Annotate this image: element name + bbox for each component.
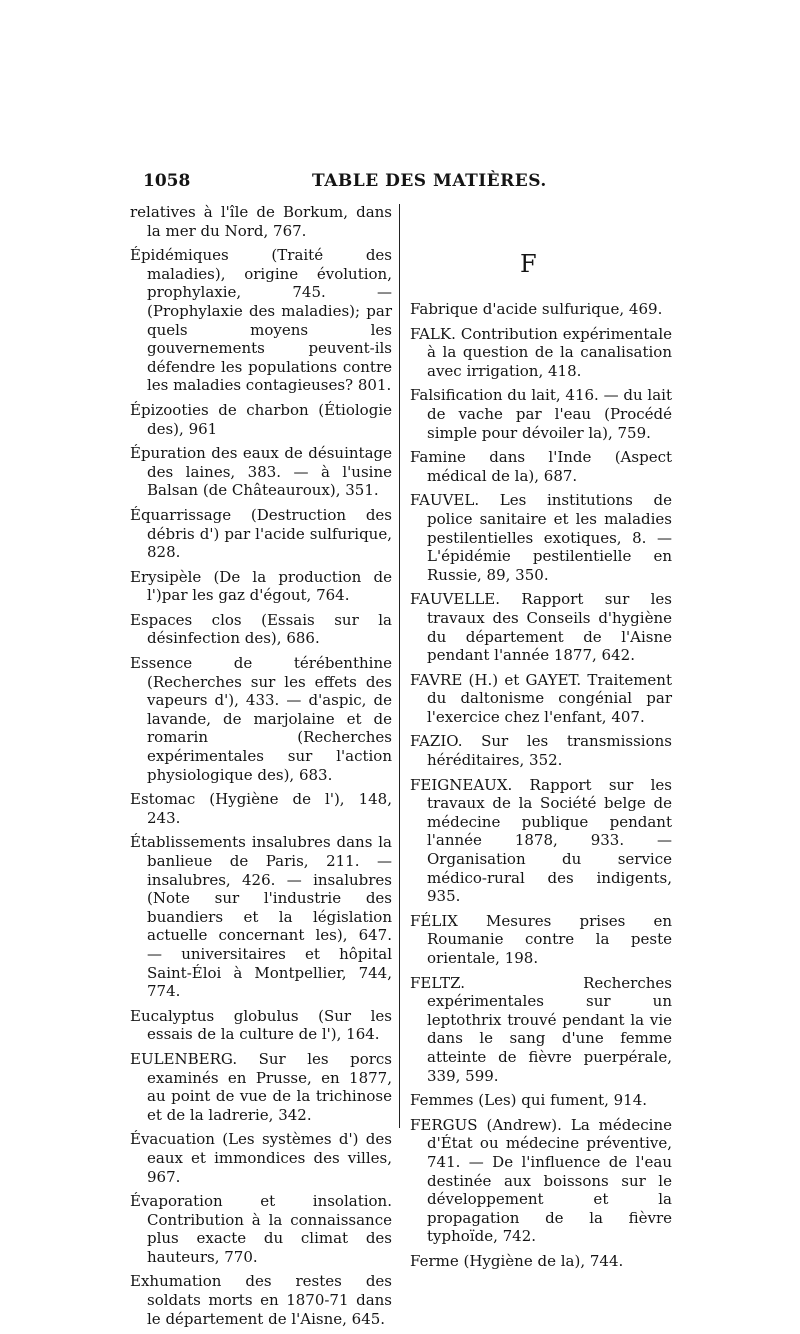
index-entry: FERGUS (Andrew). La médecine d'État ou médecine préventive, 741. — De l'influence de l'eau destinée aux boissons sur le développement et la propagation de la fièvre typhoïde, 742. bbox=[410, 1115, 672, 1246]
index-entry: Établissements insalubres dans la banlieue de Paris, 211. — insalubres, 426. — insalubres (Note sur l'industrie des buandiers et la législation actuelle concernant les), 647. — universitaires et hôpital Saint-Éloi à Montpellier, 744, 774. bbox=[130, 833, 392, 1001]
index-entry: FÉLIX Mesures prises en Roumanie contre la peste orientale, 198. bbox=[410, 911, 672, 967]
index-entry: Femmes (Les) qui fument, 914. bbox=[410, 1091, 648, 1110]
index-entry: Épidémiques (Traité des maladies), origine évolution, prophylaxie, 745. — (Prophylaxie des maladies); par quels moyens les gouvernements peuvent-ils défendre les populations contre les maladies contagieuses? 801. bbox=[130, 246, 392, 395]
index-entry: Ferme (Hygiène de la), 744. bbox=[410, 1251, 624, 1270]
running-title: TABLE DES MATIÈRES. bbox=[312, 171, 547, 191]
index-entry: Épizooties de charbon (Étiologie des), 961 bbox=[130, 400, 392, 438]
column-divider bbox=[399, 204, 400, 1128]
index-entry-continuation: relatives à l'île de Borkum, dans la mer du Nord, 767. bbox=[130, 203, 392, 240]
index-entry: Fabrique d'acide sulfurique, 469. bbox=[410, 300, 663, 318]
page-number: 1058 bbox=[143, 171, 191, 191]
index-entry: Essence de térébenthine (Recherches sur les effets des vapeurs d'), 433. — d'aspic, de lavande, de marjolaine et de romarin (Recherches expérimentales sur l'action physiologique des), 683. bbox=[130, 654, 392, 784]
left-column bbox=[130, 203, 392, 1334]
index-entry: FAZIO. Sur les transmissions héréditaires, 352. bbox=[410, 732, 672, 770]
index-entry: FAVRE (H.) et GAYET. Traitement du daltonisme congénial par l'exercice chez l'enfant, 407. bbox=[410, 670, 672, 726]
index-entry: Exhumation des restes des soldats morts en 1870-71 dans le département de l'Aisne, 645. bbox=[130, 1272, 392, 1328]
index-entry: FAUVEL. Les institutions de police sanitaire et les maladies pestilentielles exotiques, 8. — L'épidémie pestilentielle en Russie, 89, 350. bbox=[410, 491, 672, 584]
index-entry: Équarrissage (Destruction des débris d') par l'acide sulfurique, 828. bbox=[130, 505, 392, 562]
index-entry: Évaporation et insolation. Contribution à la connaissance plus exacte du climat des hauteurs, 770. bbox=[130, 1192, 392, 1266]
section-letter: F bbox=[520, 250, 537, 278]
index-entry: Évacuation (Les systèmes d') des eaux et immondices des villes, 967. bbox=[130, 1130, 392, 1186]
index-entry: Falsification du lait, 416. — du lait de vache par l'eau (Procédé simple pour dévoiler la), 759. bbox=[410, 386, 672, 442]
index-entry: FEIGNEAUX. Rapport sur les travaux de la Société belge de médecine publique pendant l'année 1878, 933. — Organisation du service médico-rural des indigents, 935. bbox=[410, 775, 672, 906]
index-entry: EULENBERG. Sur les porcs examinés en Prusse, en 1877, au point de vue de la trichinose et de la ladrerie, 342. bbox=[130, 1049, 392, 1124]
right-column bbox=[410, 300, 672, 1277]
index-entry: FAUVELLE. Rapport sur les travaux des Conseils d'hygiène du département de l'Aisne pendant l'année 1877, 642. bbox=[410, 590, 672, 665]
index-entry: Eucalyptus globulus (Sur les essais de la culture de l'), 164. bbox=[130, 1006, 392, 1044]
index-entry: Épuration des eaux de désuintage des laines, 383. — à l'usine Balsan (de Châteauroux), 351. bbox=[130, 444, 392, 500]
index-entry: Estomac (Hygiène de l'), 148, 243. bbox=[130, 790, 392, 827]
index-entry: FELTZ. Recherches expérimentales sur un leptothrix trouvé pendant la vie dans le sang d'une femme atteinte de fièvre puerpérale, 339, 599. bbox=[410, 973, 672, 1085]
index-entry: Erysipèle (De la production de l')par les gaz d'égout, 764. bbox=[130, 567, 392, 605]
index-entry: FALK. Contribution expérimentale à la question de la canalisation avec irrigation, 418. bbox=[410, 324, 672, 380]
index-entry: Famine dans l'Inde (Aspect médical de la), 687. bbox=[410, 448, 672, 485]
index-entry: Espaces clos (Essais sur la désinfection des), 686. bbox=[130, 610, 392, 648]
